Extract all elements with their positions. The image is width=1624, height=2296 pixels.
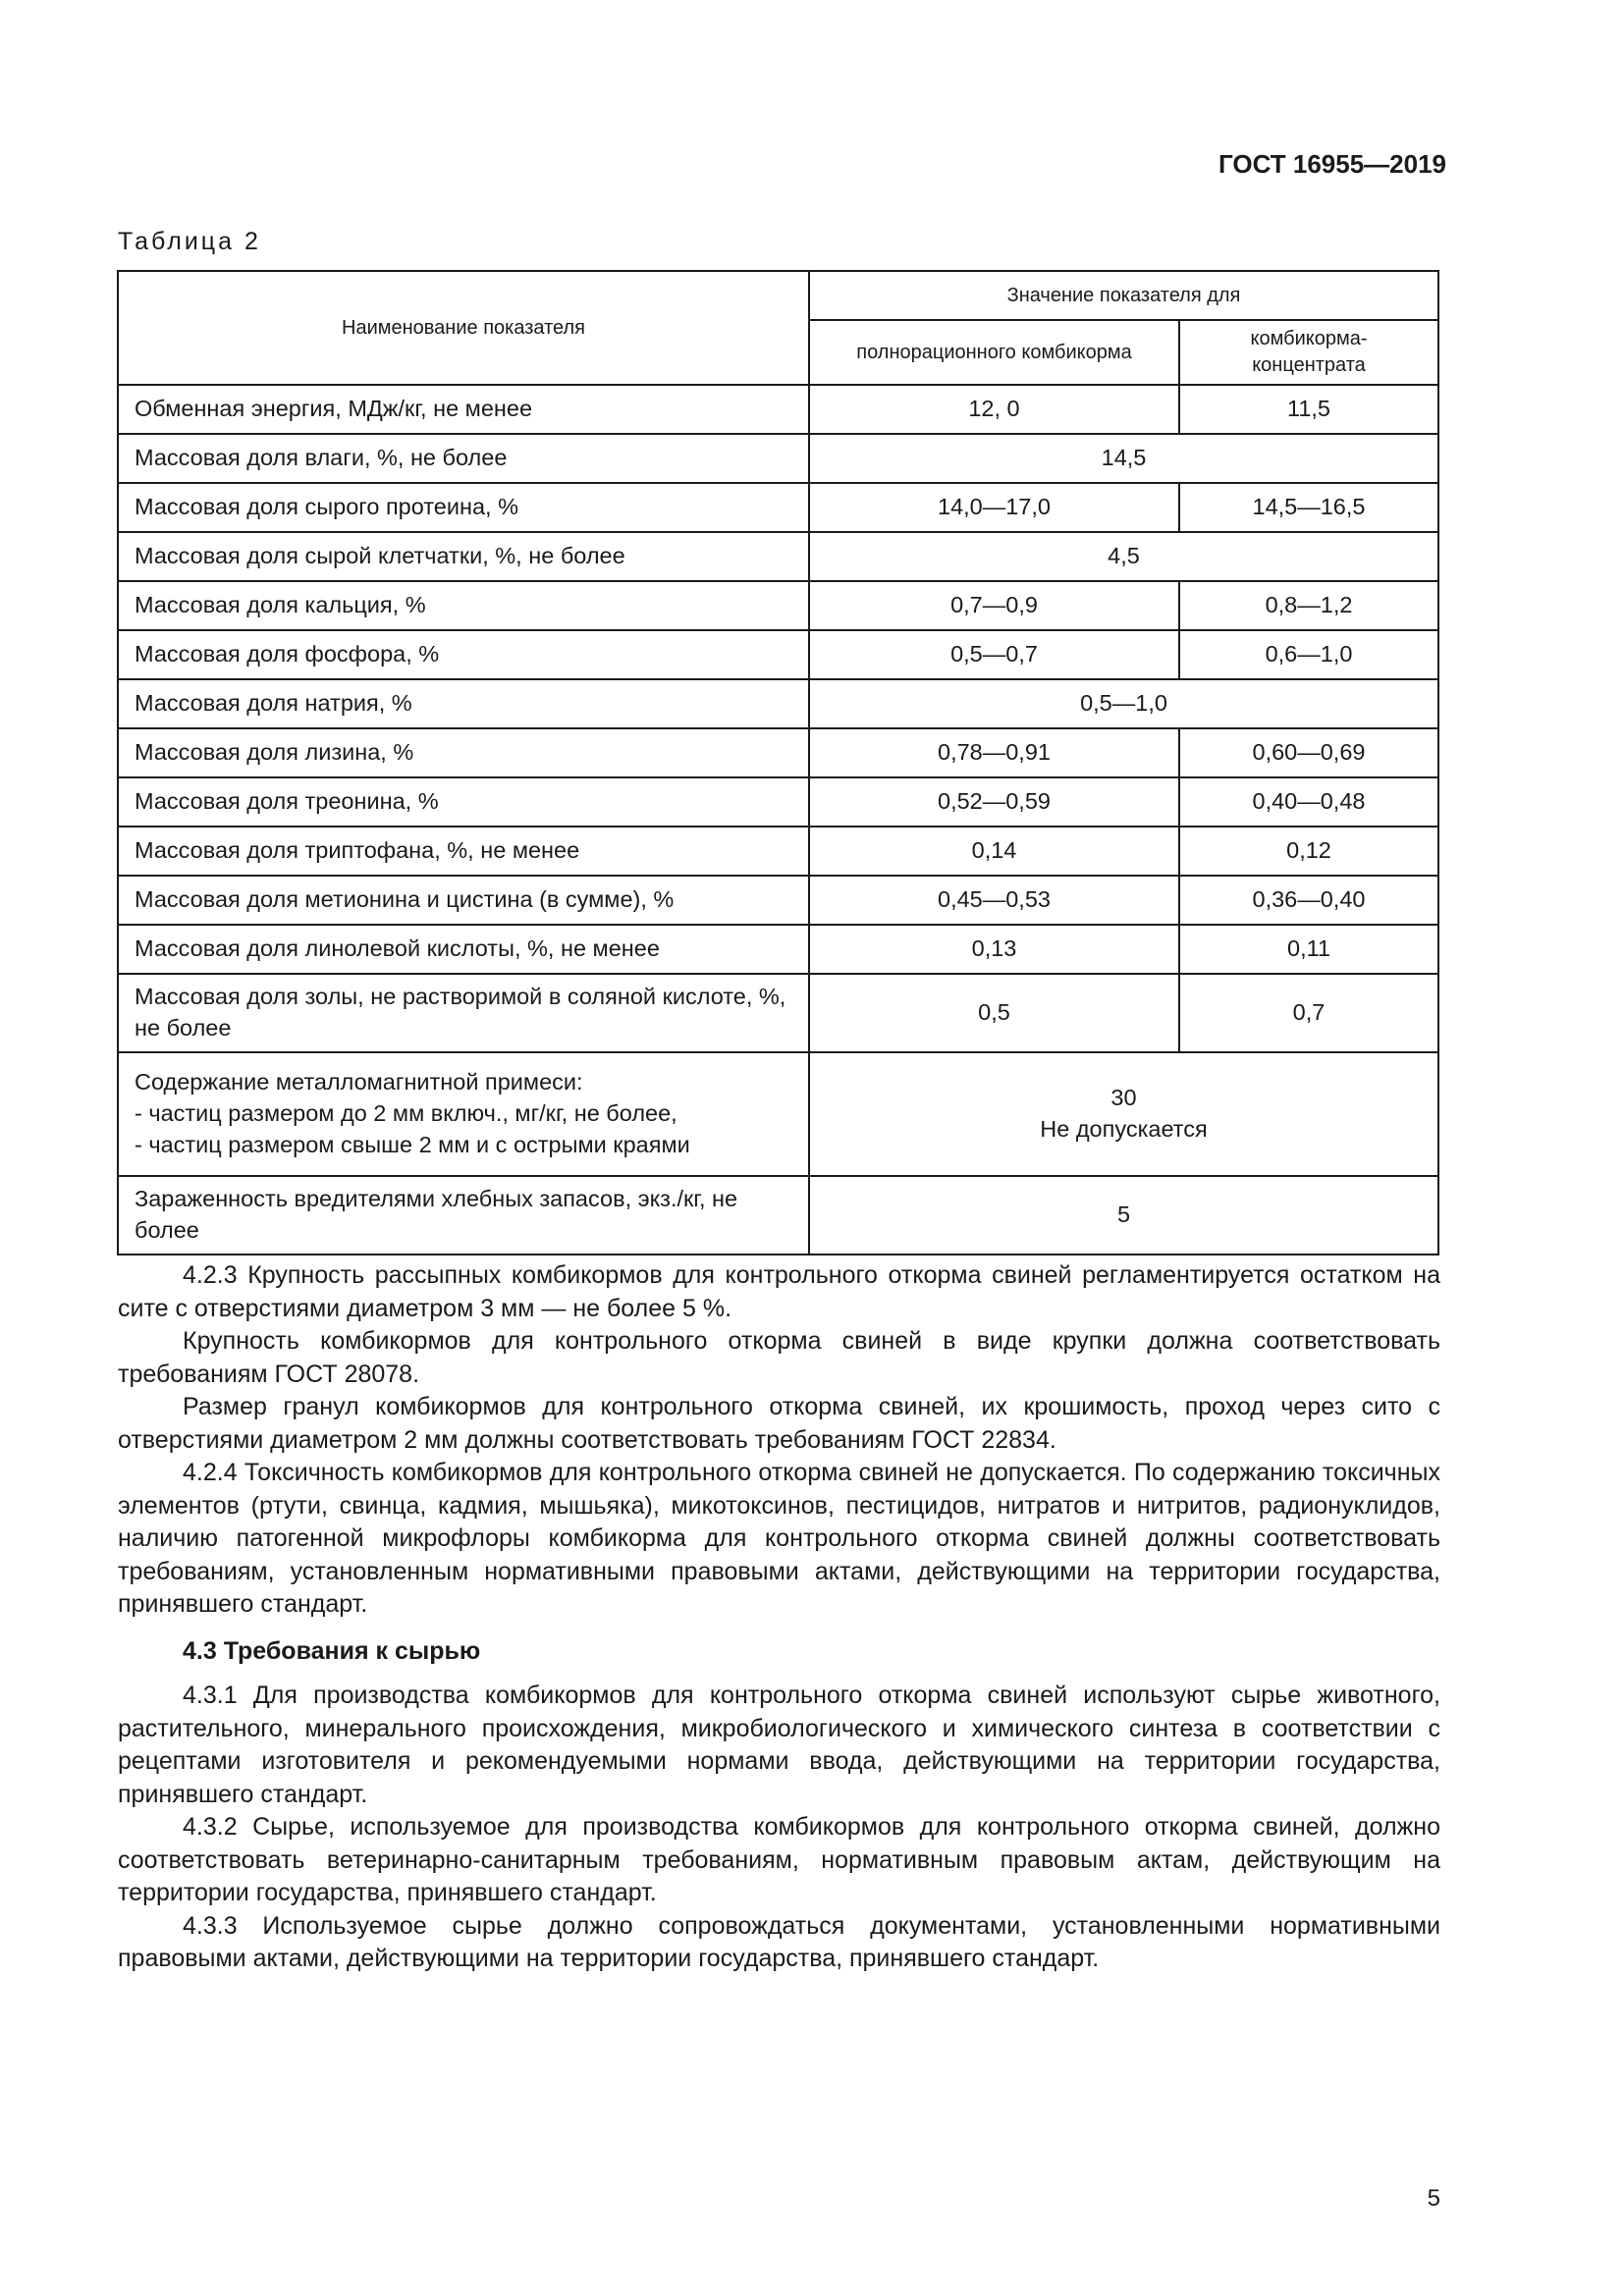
row-value-a: 12, 0 (809, 385, 1179, 434)
row-name: Массовая доля треонина, % (118, 777, 809, 827)
row-value-a: 0,5 (809, 974, 1179, 1052)
row-name: Массовая доля сырого протеина, % (118, 483, 809, 532)
row-value-a: 0,52—0,59 (809, 777, 1179, 827)
row-value-merged: 5 (809, 1176, 1438, 1255)
row-value-b: 11,5 (1179, 385, 1438, 434)
header-value-group: Значение показателя для (809, 271, 1438, 320)
row-value-merged: 14,5 (809, 434, 1438, 483)
table-row (118, 876, 1438, 925)
row-name: Массовая доля золы, не растворимой в соляной кислоте, %, не более (118, 974, 809, 1052)
indicators-table (117, 270, 1439, 1255)
row-value-b: 0,12 (1179, 827, 1438, 876)
header-concentrate: комбикорма-концентрата (1179, 320, 1438, 385)
row-name (118, 1052, 809, 1176)
row-value-a: 0,78—0,91 (809, 728, 1179, 777)
table-row (118, 728, 1438, 777)
row-value-b: 0,36—0,40 (1179, 876, 1438, 925)
table-caption: Таблица 2 (118, 228, 261, 255)
row-value-a: 0,5—0,7 (809, 630, 1179, 679)
paragraph-4-2-3: 4.2.3 Крупность рассыпных комбикормов для контрольного откорма свиней регламентируется остатком на сите с отверстиями диаметром 3 мм — не более 5 %. (118, 1261, 1440, 1322)
row-value-merged: 4,5 (809, 532, 1438, 581)
row-value-a: 0,45—0,53 (809, 876, 1179, 925)
paragraph-4-3-1: 4.3.1 Для производства комбикормов для контрольного откорма свиней используют сырье животного, растительного, минерального происхождения, микробиологического и химического синтеза в соответствии с рецептами изготовителя и рекомендуемыми нормами ввода, действующими на территории государства, принявшего стандарт. (118, 1682, 1440, 1808)
row-name: Зараженность вредителями хлебных запасов, экз./кг, не более (118, 1176, 809, 1255)
header-full-ration: полнорационного комбикорма (809, 320, 1179, 385)
row-value-a: 0,14 (809, 827, 1179, 876)
row-value-b: 14,5—16,5 (1179, 483, 1438, 532)
table-row (118, 1176, 1438, 1255)
table-row (118, 827, 1438, 876)
paragraph-4-2-4: 4.2.4 Токсичность комбикормов для контрольного откорма свиней не допускается. По содержанию токсичных элементов (ртути, свинца, кадмия, мышьяка), микотоксинов, пестицидов, нитратов и нитритов, радионуклидов, наличию патогенной микрофлоры комбикорма для контрольного откорма свиней должны соответствовать требованиям, установленным нормативными правовыми актами, действующими на территории государства, принявшего стандарт. (118, 1459, 1440, 1618)
row-value-b: 0,40—0,48 (1179, 777, 1438, 827)
row-name: Массовая доля фосфора, % (118, 630, 809, 679)
row-value-b: 0,6—1,0 (1179, 630, 1438, 679)
row-value-b: 0,11 (1179, 925, 1438, 974)
paragraph: Размер гранул комбикормов для контрольного откорма свиней, их крошимость, проход через сито с отверстиями диаметром 2 мм должны соответствовать требованиям ГОСТ 22834. (118, 1393, 1440, 1454)
page-number: 5 (1427, 2185, 1440, 2212)
paragraph-4-3-3: 4.3.3 Используемое сырье должно сопровождаться документами, установленными нормативными правовыми актами, действующими на территории государства, принявшего стандарт. (118, 1911, 1440, 1972)
row-name: Массовая доля сырой клетчатки, %, не более (118, 532, 809, 581)
table-row (118, 532, 1438, 581)
row-name: Обменная энергия, МДж/кг, не менее (118, 385, 809, 434)
row-name-main: Содержание металломагнитной примеси: (135, 1069, 583, 1095)
row-value-a: 0,13 (809, 925, 1179, 974)
row-value-a: 14,0—17,0 (809, 483, 1179, 532)
table-row (118, 581, 1438, 630)
row-name: Массовая доля кальция, % (118, 581, 809, 630)
table-row (118, 385, 1438, 434)
table-row (118, 630, 1438, 679)
paragraph: Крупность комбикормов для контрольного откорма свиней в виде крупки должна соответствовать требованиям ГОСТ 28078. (118, 1327, 1440, 1388)
table-row (118, 925, 1438, 974)
row-name: Массовая доля лизина, % (118, 728, 809, 777)
row-value-b: 0,60—0,69 (1179, 728, 1438, 777)
table-row (118, 777, 1438, 827)
table-row (118, 974, 1438, 1052)
row-value-b: 0,8—1,2 (1179, 581, 1438, 630)
row-name: Массовая доля линолевой кислоты, %, не менее (118, 925, 809, 974)
table-row (118, 1052, 1438, 1176)
header-indicator-name: Наименование показателя (118, 271, 809, 385)
table-row (118, 679, 1438, 728)
row-value-a: 0,7—0,9 (809, 581, 1179, 630)
row-name: Массовая доля триптофана, %, не менее (118, 827, 809, 876)
row-value-2: Не допускается (1040, 1116, 1208, 1142)
row-value-merged (809, 1052, 1438, 1176)
row-name-sub2: - частиц размером свыше 2 мм и с острыми краями (135, 1131, 690, 1157)
row-value-merged: 0,5—1,0 (809, 679, 1438, 728)
section-heading-4-3: 4.3 Требования к сырью (183, 1636, 481, 1665)
row-name-sub1: - частиц размером до 2 мм включ., мг/кг, не более, (135, 1100, 677, 1127)
table-row (118, 483, 1438, 532)
row-name: Массовая доля метионина и цистина (в сумме), % (118, 876, 809, 925)
row-value-1: 30 (1110, 1085, 1137, 1111)
table-header-row (118, 271, 1438, 320)
row-name: Массовая доля натрия, % (118, 679, 809, 728)
paragraph-4-3-2: 4.3.2 Сырье, используемое для производства комбикормов для контрольного откорма свиней, должно соответствовать ветеринарно-санитарным требованиям, нормативным правовым актам, действующим на территории государства, принявшего стандарт. (118, 1813, 1440, 1906)
table-row (118, 434, 1438, 483)
body-text (118, 1259, 1440, 1976)
document-id: ГОСТ 16955—2019 (1218, 149, 1446, 179)
row-name: Массовая доля влаги, %, не более (118, 434, 809, 483)
row-value-b: 0,7 (1179, 974, 1438, 1052)
